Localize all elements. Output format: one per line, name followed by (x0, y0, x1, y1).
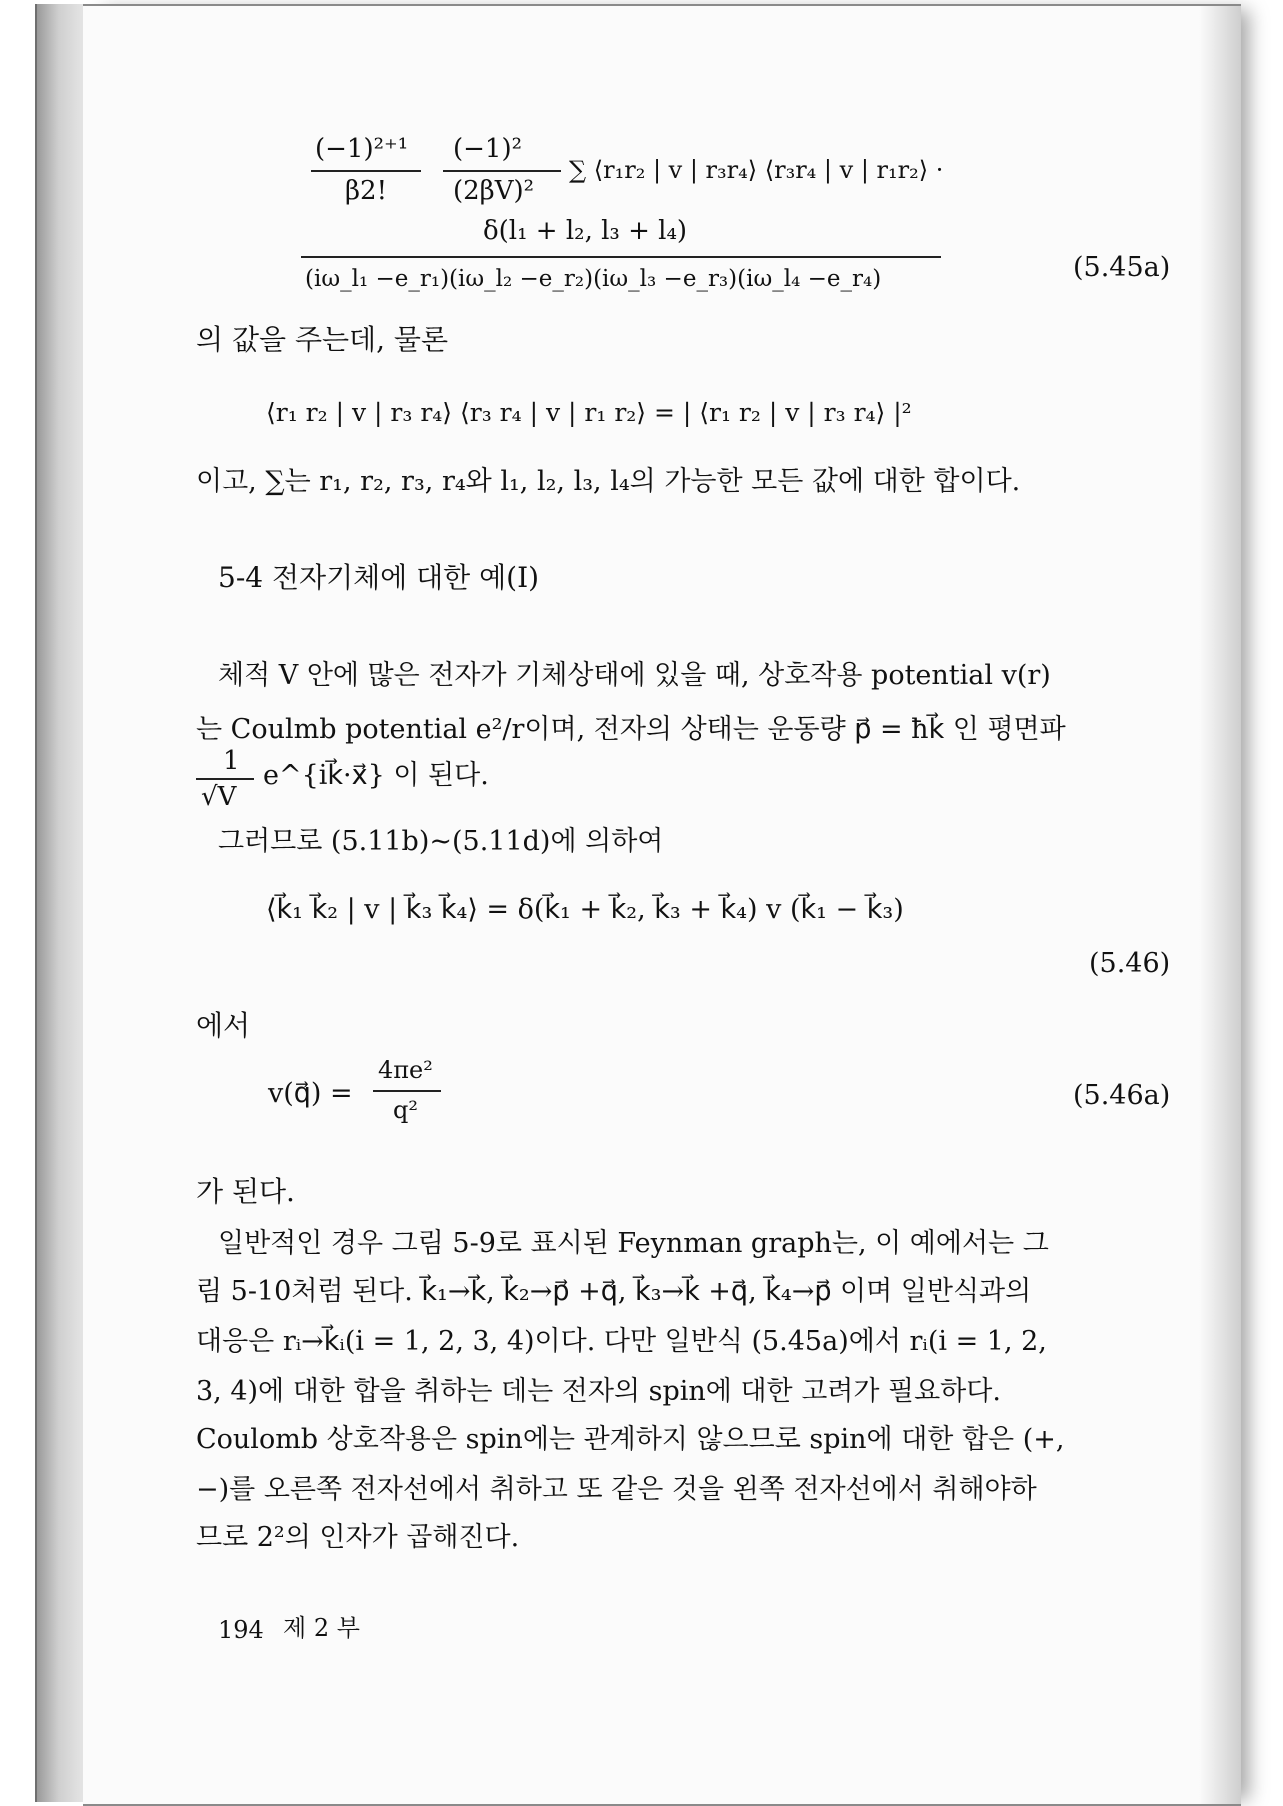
book-spine (35, 4, 85, 1802)
eq545a-numerator: δ(l₁ + l₂, l₃ + l₄) (483, 216, 688, 246)
plane-wave-frac-den: √V (201, 782, 237, 812)
text-line-p7-3: 대응은 rᵢ→k⃗ᵢ(i = 1, 2, 3, 4)이다. 다만 일반식 (5.45a)에서 rᵢ(i = 1, 2, (196, 1326, 1047, 1357)
text-line-p3-2: 는 Coulmb potential e²/r이며, 전자의 상태는 운동량 p⃗ = ħk⃗ 인 평면파 (196, 714, 1066, 745)
eq545a-frac1-den: β2! (345, 176, 388, 206)
text-line-p3-1: 체적 V 안에 많은 전자가 기체상태에 있을 때, 상호작용 potential v(r) (218, 660, 1051, 691)
eq545a-frac2-den: (2βV)² (453, 176, 535, 206)
eq545a-frac2-num: (−1)² (453, 134, 523, 164)
eq546a-lhs: v(q⃗) = (268, 1078, 353, 1109)
eq546a-bar (373, 1090, 441, 1092)
page-number: 194 (218, 1616, 264, 1644)
plane-wave-frac-num: 1 (223, 746, 240, 776)
eq546a-num: 4πe² (378, 1056, 433, 1084)
part-label: 제 2 부 (283, 1614, 360, 1642)
text-line-p7-7: 므로 2²의 인자가 곱해진다. (196, 1522, 520, 1553)
text-line-p4: 그러므로 (5.11b)~(5.11d)에 의하여 (218, 826, 664, 857)
plane-wave-frac-bar (196, 778, 254, 780)
eq545a-frac2-bar (443, 170, 561, 172)
eq545a-number: (5.45a) (1073, 252, 1171, 283)
eq545a-main-bar (301, 256, 941, 258)
equation-546: ⟨k⃗₁ k⃗₂ | v | k⃗₃ k⃗₄⟩ = δ(k⃗₁ + k⃗₂, k⃗₃ + k⃗₄) v (k⃗₁ − k⃗₃) (266, 894, 904, 925)
text-line-p7-6: −)를 오른쪽 전자선에서 취하고 또 같은 것을 왼쪽 전자선에서 취해야하 (196, 1474, 1037, 1505)
text-line-p7-1: 일반적인 경우 그림 5-9로 표시된 Feynman graph는, 이 예에서는 그 (218, 1228, 1049, 1259)
text-line-p7-5: Coulomb 상호작용은 spin에는 관계하지 않으므로 spin에 대한 합은 (+, (196, 1424, 1065, 1455)
text-line-p6: 가 된다. (196, 1175, 295, 1208)
eq545a-frac1-num: (−1)²⁺¹ (315, 134, 409, 164)
identity-equation: ⟨r₁ r₂ | v | r₃ r₄⟩ ⟨r₃ r₄ | v | r₁ r₂⟩ = | ⟨r₁ r₂ | v | r₃ r₄⟩ |² (266, 398, 912, 427)
section-heading: 5-4 전자기체에 대한 예(I) (218, 561, 540, 594)
book-page (83, 4, 1241, 1806)
text-line-p2: 이고, ∑는 r₁, r₂, r₃, r₄와 l₁, l₂, l₃, l₄의 가능한 모든 값에 대한 합이다. (196, 466, 1021, 497)
eq546-number: (5.46) (1089, 948, 1171, 979)
eq545a-frac1-bar (311, 170, 421, 172)
page-edge-shadow (1199, 6, 1241, 1804)
eq545a-sum-term: ∑ ⟨r₁r₂ | v | r₃r₄⟩ ⟨r₃r₄ | v | r₁r₂⟩ · (569, 156, 944, 184)
text-line-p7-2: 림 5-10처럼 된다. k⃗₁→k⃗, k⃗₂→p⃗ +q⃗, k⃗₃→k⃗ +q⃗, k⃗₄→p⃗ 이며 일반식과의 (196, 1276, 1032, 1307)
text-line-p7-4: 3, 4)에 대한 합을 취하는 데는 전자의 spin에 대한 고려가 필요하다. (196, 1376, 1001, 1407)
eq545a-denominator: (iω_l₁ −e_r₁)(iω_l₂ −e_r₂)(iω_l₃ −e_r₃)(iω_l₄ −e_r₄) (305, 266, 882, 292)
text-line-p1: 의 값을 주는데, 물론 (196, 323, 448, 356)
text-line-p5: 에서 (196, 1009, 251, 1042)
text-line-p3-3: e^{ik⃗·x⃗} 이 된다. (263, 760, 489, 791)
eq546a-den: q² (393, 1096, 418, 1124)
eq546a-number: (5.46a) (1073, 1080, 1171, 1111)
